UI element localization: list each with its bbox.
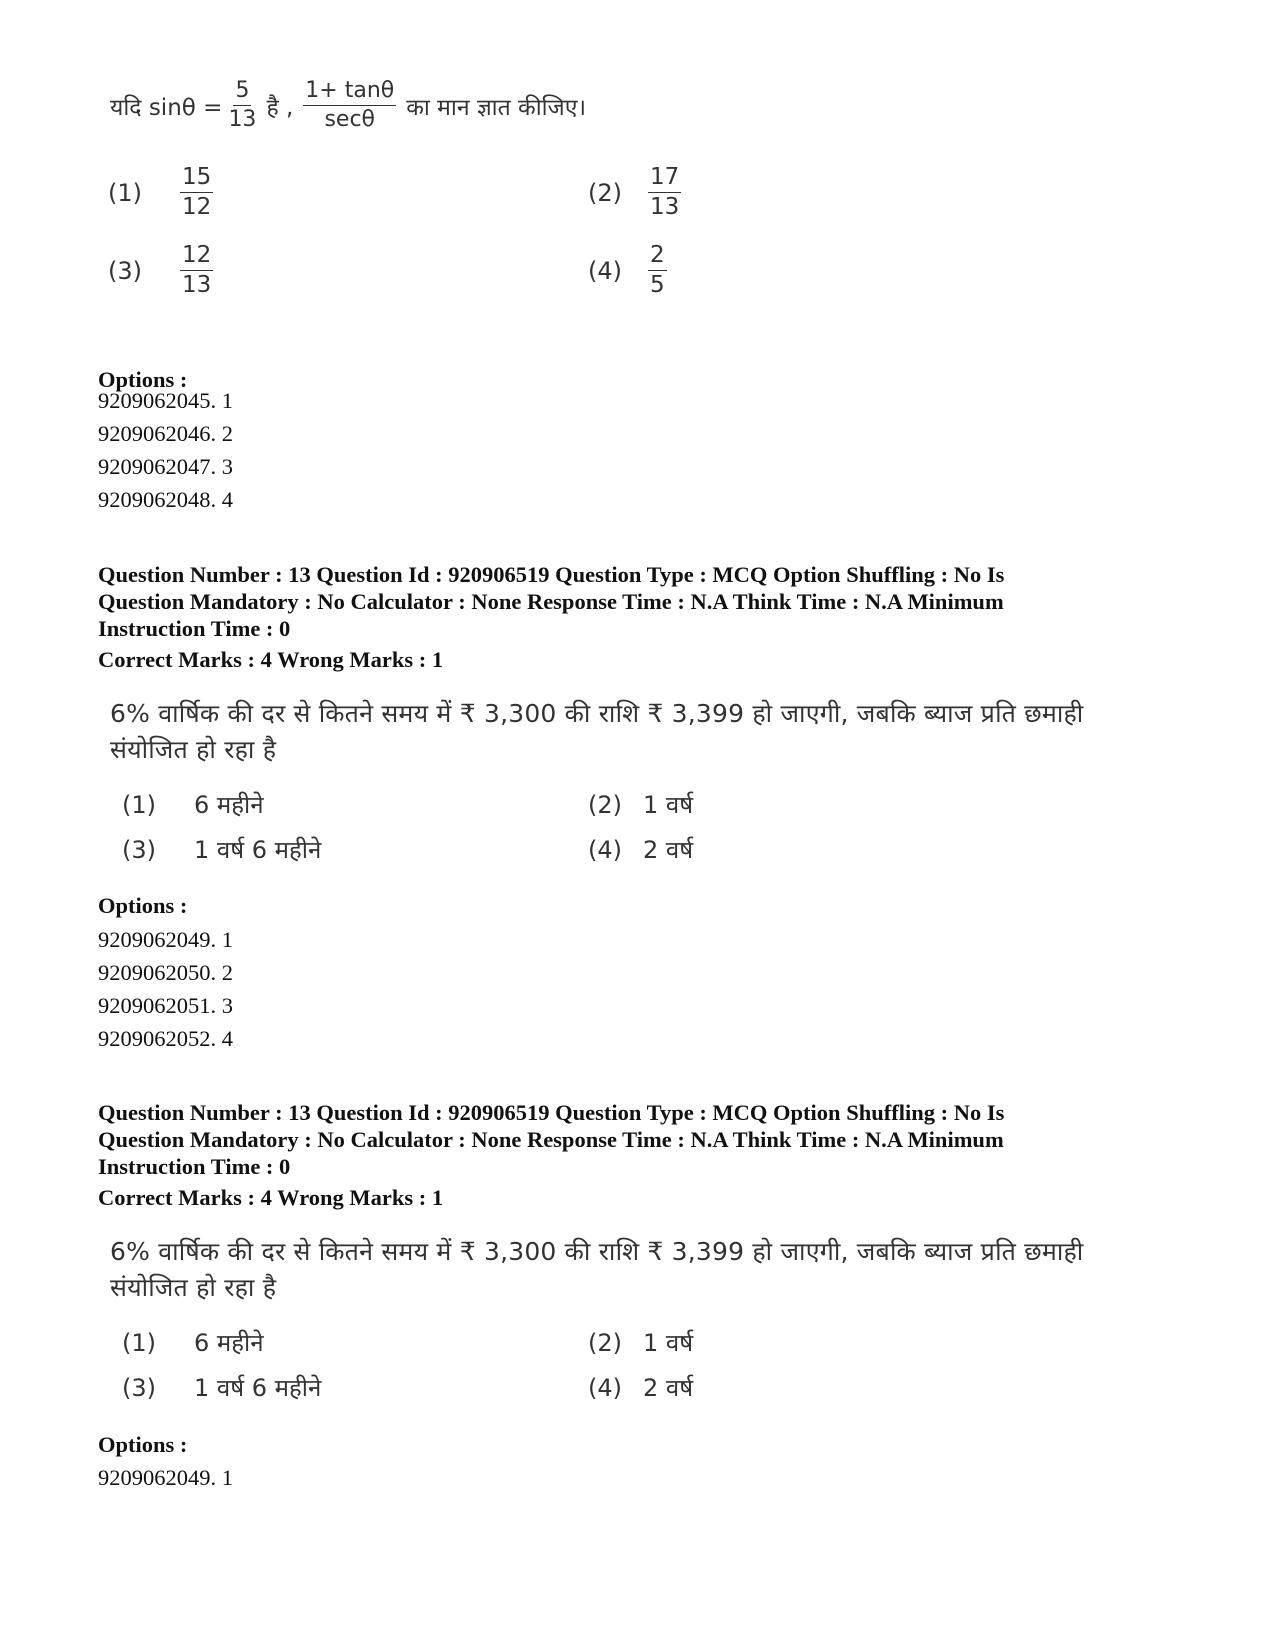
- choice-3: (3) $\frac{12}{13}$: [108, 242, 212, 298]
- options-title: Options :: [98, 367, 188, 392]
- choice-3: (3) 1 वर्ष 6 महीने: [122, 1373, 322, 1402]
- stem-expression: $\frac{1+ \tan\theta}{\sec\theta}$: [305, 78, 395, 132]
- question-meta: Question Number : 13 Question Id : 920906519 Question Type : MCQ Option Shuffling : No Is Question Mandatory : No Calculator : None Response Time : N.A Think Time : N.A Minimum Instruction Time : 0: [98, 562, 1005, 641]
- options-list: [98, 923, 233, 1055]
- options-list: [98, 1461, 233, 1494]
- option-item: 9209062047. 3: [98, 454, 233, 479]
- question-stem-line: संयोजित हो रहा है: [110, 1273, 277, 1302]
- option-item: 9209062052. 4: [98, 1026, 233, 1051]
- question-marks: Correct Marks : 4 Wrong Marks : 1: [98, 1185, 444, 1210]
- choice-3: (3) 1 वर्ष 6 महीने: [122, 835, 322, 864]
- question-stem-line: संयोजित हो रहा है: [110, 735, 277, 764]
- question-image-trig: [110, 76, 1130, 376]
- option-item: 9209062048. 4: [98, 487, 233, 512]
- option-item: 9209062046. 2: [98, 421, 233, 446]
- choice-2: (2) 1 वर्ष: [588, 790, 694, 819]
- option-item: 9209062049. 1: [98, 927, 233, 952]
- question-meta: Question Number : 13 Question Id : 920906519 Question Type : MCQ Option Shuffling : No Is Question Mandatory : No Calculator : None Response Time : N.A Think Time : N.A Minimum Instruction Time : 0: [98, 1100, 1005, 1179]
- choice-1: (1) 6 महीने: [122, 1328, 264, 1357]
- choice-4: (4) 2 वर्ष: [588, 835, 694, 864]
- choice-4: (4) 2 वर्ष: [588, 1373, 694, 1402]
- question-stem-line: 6% वार्षिक की दर से कितने समय में ₹ 3,300 की राशि ₹ 3,399 हो जाएगी, जबकि ब्याज प्रति छमाही: [110, 1237, 1084, 1266]
- options-title: Options :: [98, 1432, 188, 1457]
- stem-mid: है ,: [266, 94, 294, 121]
- options-list: [98, 384, 233, 516]
- question-image-interest: [110, 1234, 1130, 1402]
- option-item: 9209062045. 1: [98, 388, 233, 413]
- stem-fraction: $\frac{5}{13}$: [228, 78, 257, 132]
- options-title: Options :: [98, 893, 188, 918]
- question-stem-line: 6% वार्षिक की दर से कितने समय में ₹ 3,300 की राशि ₹ 3,399 हो जाएगी, जबकि ब्याज प्रति छमाही: [110, 699, 1084, 728]
- question-image-interest: [110, 696, 1130, 864]
- choice-1: (1) 6 महीने: [122, 790, 264, 819]
- question-marks: Correct Marks : 4 Wrong Marks : 1: [98, 647, 444, 672]
- stem-suffix: का मान ज्ञात कीजिए।: [406, 94, 587, 121]
- question-stem: [110, 80, 586, 131]
- option-item: 9209062051. 3: [98, 993, 233, 1018]
- option-item: 9209062049. 1: [98, 1465, 233, 1490]
- choice-4: (4) $\frac{2}{5}$: [588, 242, 665, 298]
- choice-1: (1) $\frac{15}{12}$: [108, 164, 212, 220]
- choice-2: (2) $\frac{17}{13}$: [588, 164, 680, 220]
- option-item: 9209062050. 2: [98, 960, 233, 985]
- stem-prefix: यदि sinθ =: [110, 94, 223, 121]
- choice-2: (2) 1 वर्ष: [588, 1328, 694, 1357]
